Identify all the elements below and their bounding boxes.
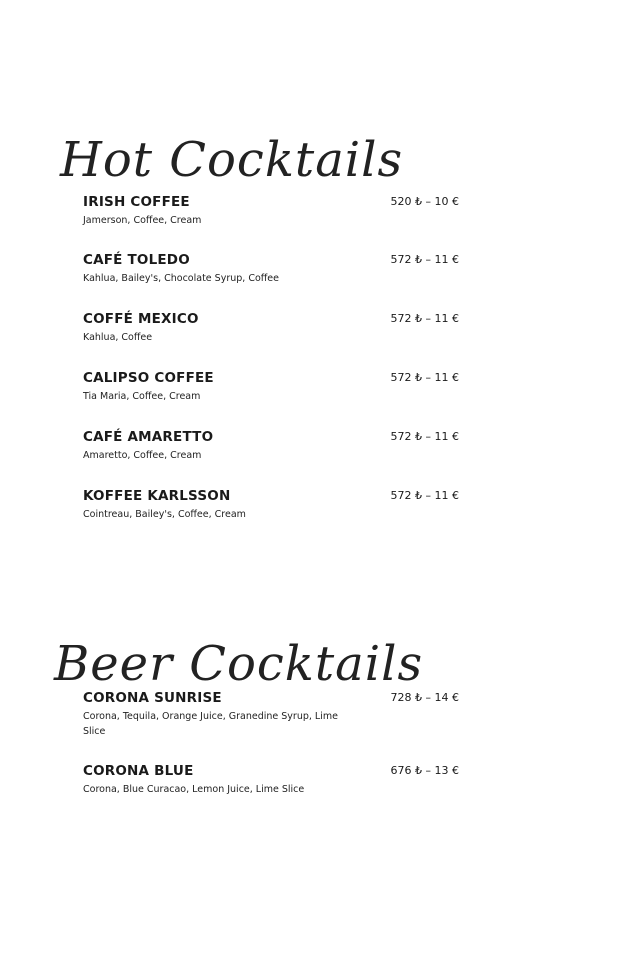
item-desc: Kahlua, Bailey's, Chocolate Syrup, Coffee — [83, 273, 279, 284]
menu-item — [83, 488, 463, 528]
item-name: CAFÉ TOLEDO — [83, 252, 190, 268]
item-desc: Tia Maria, Coffee, Cream — [83, 391, 201, 402]
menu-item — [83, 194, 463, 234]
section-title: Beer Cocktails — [54, 636, 424, 692]
item-desc: Corona, Tequila, Orange Juice, Granedine Syrup, Lime Slice — [83, 711, 338, 737]
item-desc: Amaretto, Coffee, Cream — [83, 450, 202, 461]
item-name: COFFÉ MEXICO — [83, 311, 199, 327]
item-name: CALIPSO COFFEE — [83, 370, 214, 386]
item-name: CORONA BLUE — [83, 763, 194, 779]
item-price: 520 ₺ – 10 € — [390, 195, 459, 208]
item-desc: Corona, Blue Curacao, Lemon Juice, Lime Slice — [83, 784, 305, 795]
item-price: 572 ₺ – 11 € — [390, 430, 459, 443]
item-name: KOFFEE KARLSSON — [83, 488, 231, 504]
item-price: 572 ₺ – 11 € — [390, 253, 459, 266]
menu-item — [83, 429, 463, 469]
item-price: 676 ₺ – 13 € — [390, 764, 459, 777]
menu-item — [83, 311, 463, 351]
item-price: 728 ₺ – 14 € — [390, 691, 459, 704]
section-title: Hot Cocktails — [60, 132, 404, 188]
item-name: IRISH COFFEE — [83, 194, 190, 210]
item-desc: Cointreau, Bailey's, Coffee, Cream — [83, 509, 246, 520]
menu-item — [83, 763, 463, 803]
menu-item — [83, 690, 463, 746]
item-desc: Jamerson, Coffee, Cream — [83, 215, 202, 226]
item-price: 572 ₺ – 11 € — [390, 371, 459, 384]
menu-item — [83, 370, 463, 410]
item-desc: Kahlua, Coffee — [83, 332, 153, 343]
item-price: 572 ₺ – 11 € — [390, 312, 459, 325]
item-name: CORONA SUNRISE — [83, 690, 222, 706]
item-name: CAFÉ AMARETTO — [83, 429, 214, 445]
item-price: 572 ₺ – 11 € — [390, 489, 459, 502]
menu-item — [83, 252, 463, 292]
